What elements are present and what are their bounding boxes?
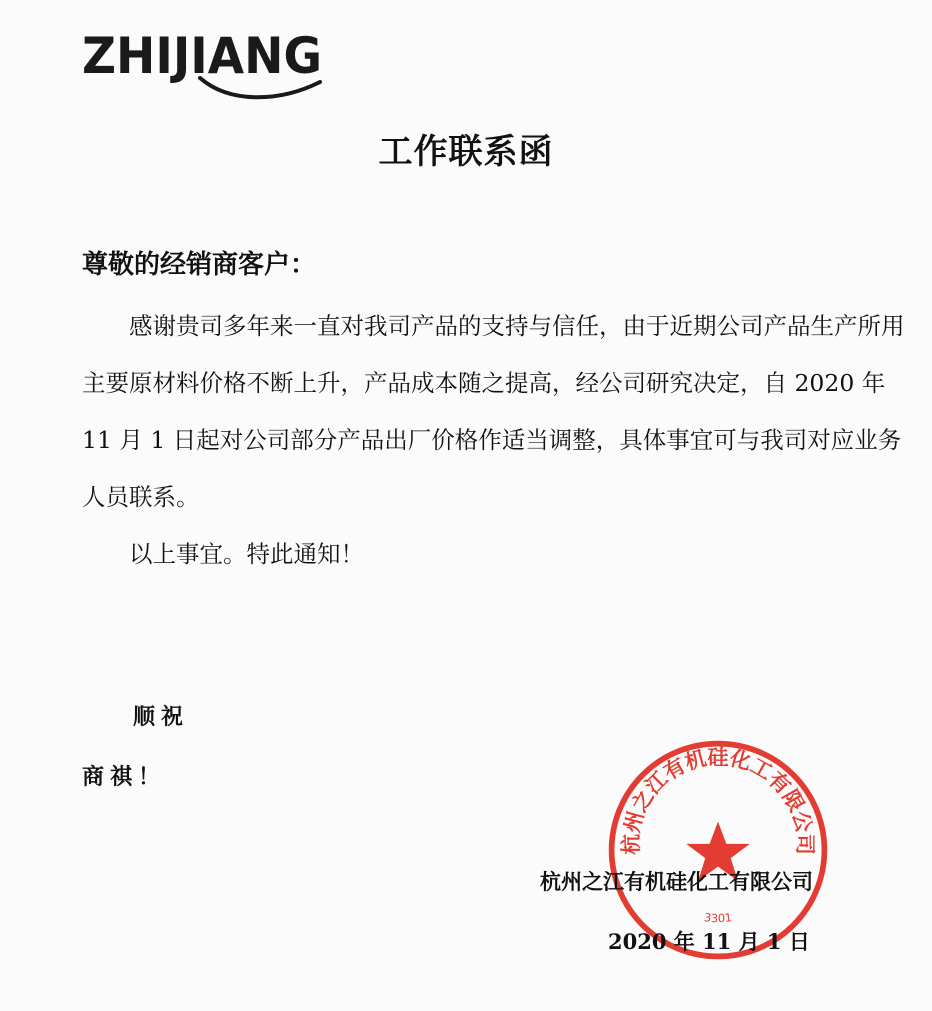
- logo-text: ZHIJIANG: [82, 27, 322, 85]
- letter-date: 2020 年 11 月 1 日: [608, 929, 810, 954]
- notice-paragraph: 以上事宜。特此通知！: [129, 540, 364, 568]
- closing-greeting: 商祺！: [82, 764, 167, 790]
- letter-body: [82, 298, 912, 583]
- company-name: 杭州之江有机硅化工有限公司: [540, 869, 813, 894]
- letter-title: 工作联系函: [378, 132, 554, 172]
- seal-number: 3301: [703, 910, 733, 926]
- closing-wish: 顺祝: [133, 704, 190, 730]
- body-paragraph: 感谢贵司多年来一直对我司产品的支持与信任，由于近期公司产品生产所用主要原材料价格不断上升，产品成本随之提高，经公司研究决定，自 2020 年 11 月 1 日起对公司部分产品出厂价格作适当调整，具体事宜可与我司对应业务人员联系。: [82, 312, 905, 511]
- salutation: 尊敬的经销商客户：: [82, 250, 317, 280]
- zhijiang-logo: [80, 18, 330, 108]
- seal-ring-text: 杭州之江有机硅化工有限公司: [618, 744, 818, 855]
